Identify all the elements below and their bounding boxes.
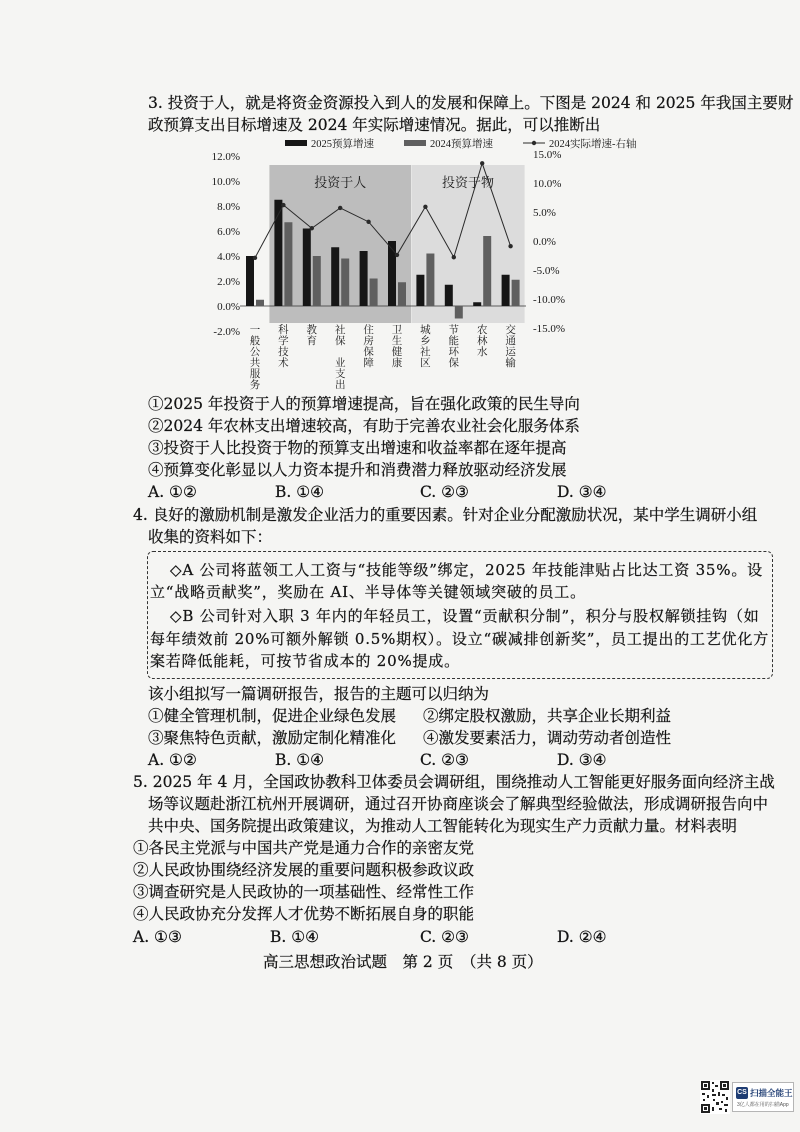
q5-statement-4: ④人民政协充分发挥人才优势不断拓展自身的职能	[133, 905, 475, 923]
q4-stem-line-1: 4. 良好的激励机制是激发企业活力的重要因素。针对企业分配激励状况，某中学生调研小组	[133, 506, 758, 524]
q3-stem-line-2: 政预算支出目标增速及 2024 年实际增速情况。据此，可以推断出	[148, 116, 601, 134]
q3-statement-4: ④预算变化彰显以人力资本提升和消费潜力释放驱动经济发展	[148, 461, 567, 479]
bar-2024-budget	[313, 256, 321, 306]
right-axis-tick-label: 0.0%	[533, 236, 556, 248]
scanner-app-badge	[732, 1082, 794, 1112]
q4-statement-4: ④激发要素活力，调动劳动者创造性	[423, 729, 672, 747]
q3-statement-1: ①2025 年投资于人的预算增速提高，旨在强化政策的民生导向	[148, 395, 580, 413]
left-axis-tick-label: 8.0%	[217, 201, 240, 213]
right-axis-tick-label: 15.0%	[533, 149, 562, 161]
q4-choice-c: C. ②③	[420, 751, 469, 769]
q5-choice-d: D. ②④	[557, 928, 607, 946]
right-axis-tick-label: 10.0%	[533, 178, 562, 190]
q4-material-line-1: ◇A 公司将蓝领工人工资与“技能等级”绑定，2025 年技能津贴占比达工资 35%。设	[170, 561, 763, 579]
left-axis-tick-label: 2.0%	[217, 276, 240, 288]
category-label: 社保 业支出	[334, 325, 346, 391]
scanner-app-tagline: 3亿人都在用的扫描App	[737, 1102, 789, 1108]
q4-material-line-4: 每年绩效前 20%可额外解锁 0.5%期权）。设立“碳减排创新奖”，员工提出的工艺优化方	[150, 630, 770, 648]
bar-2024-budget	[370, 279, 378, 307]
left-axis-tick-label: 12.0%	[211, 151, 240, 163]
left-axis-tick-label: 6.0%	[217, 226, 240, 238]
bar-2025-budget	[416, 275, 424, 306]
legend-marker-actual	[532, 141, 536, 145]
legend-label-2025: 2025预算增速	[311, 139, 374, 150]
group-label-1: 投资于人	[314, 175, 367, 190]
q4-statement-3: ③聚焦特色贡献，激励定制化精准化	[148, 729, 397, 747]
category-label: 住房保障	[363, 325, 374, 369]
left-axis-tick-label: 10.0%	[211, 176, 240, 188]
bar-2025-budget	[274, 200, 282, 306]
left-axis-tick-label: -2.0%	[213, 326, 240, 338]
legend-label-2024: 2024预算增速	[430, 139, 493, 150]
page-footer: 高三思想政治试题 第 2 页 （共 8 页）	[263, 953, 543, 971]
actual-growth-point	[281, 203, 285, 207]
left-axis-tick-label: 0.0%	[217, 301, 240, 313]
category-label: 科学技术	[278, 325, 289, 369]
q5-choice-a: A. ①③	[133, 928, 182, 946]
actual-growth-point	[310, 226, 314, 230]
bar-2024-budget	[256, 300, 264, 306]
qr-code	[700, 1080, 730, 1114]
q4-statement-2: ②绑定股权激励，共享企业长期利益	[423, 707, 672, 725]
q4-material-line-2: 立“战略贡献奖”，奖励在 AI、半导体等关键领域突破的员工。	[150, 583, 586, 601]
q4-material-line-5: 案若降低能耗，可按节省成本的 20%提成。	[150, 652, 460, 670]
legend-swatch-2025	[285, 140, 307, 146]
actual-growth-point	[423, 205, 427, 209]
q4-stem-line-2: 收集的资料如下：	[148, 528, 273, 546]
bar-2024-budget	[426, 254, 434, 307]
q5-stem-line-1: 5. 2025 年 4 月，全国政协教科卫体委员会调研组，围绕推动人工智能更好服务面向经济主战	[133, 773, 775, 791]
right-axis-tick-label: 5.0%	[533, 207, 556, 219]
q3-choice-d: D. ③④	[557, 483, 607, 501]
bar-2024-budget	[455, 306, 463, 319]
bar-2024-budget	[284, 222, 292, 306]
group-label-2: 投资于物	[441, 175, 495, 190]
category-label: 卫生健康	[391, 325, 403, 369]
q5-statement-2: ②人民政协围绕经济发展的重要问题积极参政议政	[133, 861, 475, 879]
q4-choice-b: B. ①④	[275, 751, 325, 769]
q3-statement-2: ②2024 年农林支出增速较高，有助于完善农业社会化服务体系	[148, 417, 580, 435]
actual-growth-point	[452, 255, 456, 259]
q5-choice-b: B. ①④	[270, 928, 320, 946]
q3-choice-a: A. ①②	[148, 483, 197, 501]
bar-2025-budget	[445, 285, 453, 306]
actual-growth-point	[366, 220, 370, 224]
q4-statement-1: ①健全管理机制，促进企业绿色发展	[148, 707, 397, 725]
q4-choice-a: A. ①②	[148, 751, 197, 769]
q3-stem-line-1: 3. 投资于人，就是将资金资源投入到人的发展和保障上。下图是 2024 和 2025 年我国主要财	[148, 94, 794, 112]
scanner-app-name: 扫描全能王	[750, 1088, 793, 1098]
q5-statement-3: ③调查研究是人民政协的一项基础性、经常性工作	[133, 883, 475, 901]
q3-choice-c: C. ②③	[420, 483, 469, 501]
q5-choice-c: C. ②③	[420, 928, 469, 946]
right-axis-tick-label: -15.0%	[533, 323, 566, 335]
bar-2024-budget	[341, 259, 349, 307]
right-axis-tick-label: -10.0%	[533, 294, 566, 306]
legend-label-actual: 2024实际增速-右轴	[549, 139, 637, 150]
category-label: 一般公共服务	[249, 325, 261, 391]
q4-prompt: 该小组拟写一篇调研报告，报告的主题可以归纳为	[148, 685, 490, 703]
q5-statement-1: ①各民主党派与中国共产党是通力合作的亲密友党	[133, 839, 475, 857]
actual-growth-point	[480, 161, 484, 165]
actual-growth-point	[395, 253, 399, 257]
bar-2025-budget	[246, 256, 254, 306]
category-label: 城乡社区	[420, 325, 431, 369]
q5-stem-line-2: 场等议题赴浙江杭州开展调研，通过召开协商座谈会了解典型经验做法，形成调研报告向中	[148, 795, 769, 813]
q5-stem-line-3: 共中央、国务院提出政策建议，为推动人工智能转化为现实生产力贡献力量。材料表明	[148, 817, 738, 835]
legend-swatch-2024	[404, 140, 426, 146]
bar-2025-budget	[473, 302, 481, 306]
bar-2024-budget	[483, 236, 491, 306]
bar-2025-budget	[388, 241, 396, 306]
bar-2024-budget	[398, 282, 406, 306]
category-label: 交通运输	[505, 325, 516, 369]
category-label: 教育	[306, 325, 318, 347]
actual-growth-point	[508, 244, 512, 248]
category-label: 节能环保	[448, 325, 460, 369]
left-axis-tick-label: 4.0%	[217, 251, 240, 263]
bar-2025-budget	[360, 251, 368, 306]
bar-2024-budget	[512, 280, 520, 306]
cs-logo: CS	[736, 1087, 748, 1099]
bar-2025-budget	[502, 275, 510, 306]
right-axis-tick-label: -5.0%	[533, 265, 560, 277]
q4-choice-d: D. ③④	[557, 751, 607, 769]
actual-growth-point	[253, 256, 257, 260]
bar-2025-budget	[303, 229, 311, 307]
q4-material-line-3: ◇B 公司针对入职 3 年内的年轻员工，设置“贡献积分制”，积分与股权解锁挂钩（如	[170, 607, 760, 625]
bar-2025-budget	[331, 247, 339, 306]
budget-growth-chart	[200, 135, 700, 391]
q3-statement-3: ③投资于人比投资于物的预算支出增速和收益率都在逐年提高	[148, 439, 567, 457]
actual-growth-point	[338, 206, 342, 210]
q3-choice-b: B. ①④	[275, 483, 325, 501]
category-label: 农林水	[476, 325, 488, 358]
